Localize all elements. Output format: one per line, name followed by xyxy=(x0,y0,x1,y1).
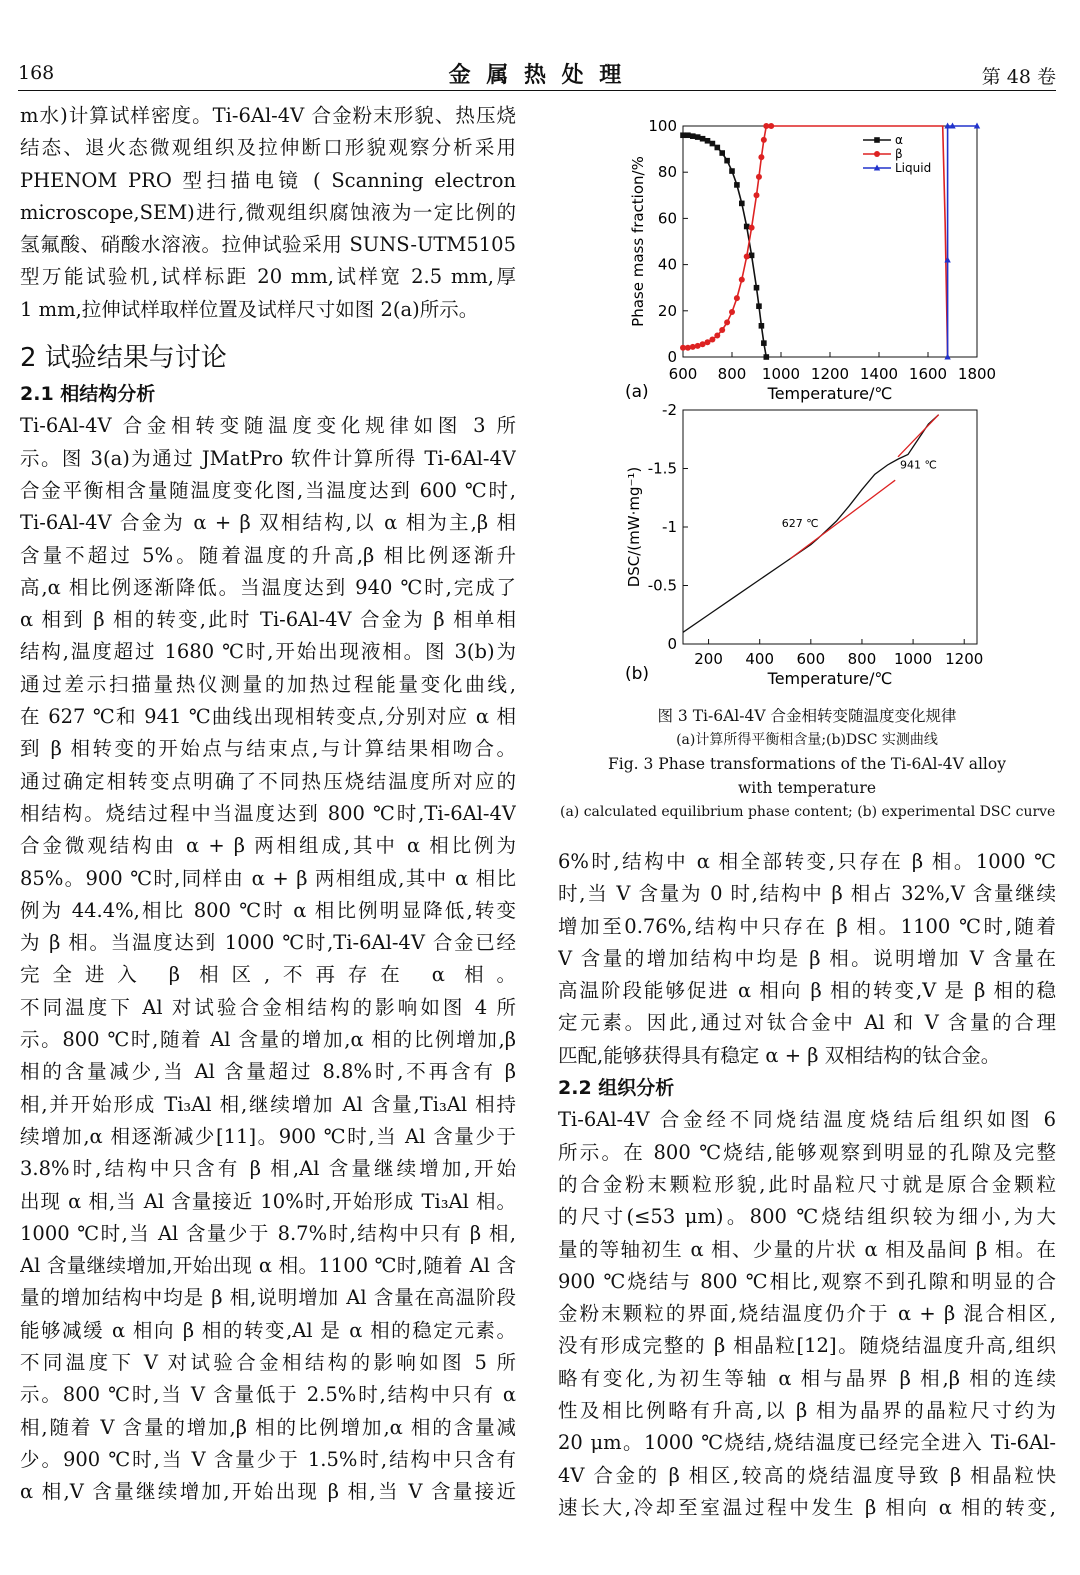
text-line: 续增加,α 相逐渐减少[11]。900 ℃时,当 Al 含量少于 xyxy=(20,1124,516,1148)
text-line: 85%。900 ℃时,同样由 α + β 两相组成,其中 α 相比 xyxy=(20,866,516,890)
y-axis-label-b: DSC/(mW·mg⁻¹) xyxy=(625,466,643,588)
legend-marker xyxy=(874,137,880,143)
text-line: 的尺寸(≤53 μm)。800 ℃烧结组织较为细小,为大 xyxy=(558,1205,1056,1229)
y-tick-label-a: 40 xyxy=(657,255,677,274)
text-line: 结构,温度超过 1680 ℃时,开始出现液相。图 3(b)为 xyxy=(20,640,516,664)
text-line: 相,随着 V 含量的增加,β 相的比例增加,α 相的含量减 xyxy=(20,1415,516,1439)
left-column xyxy=(20,100,516,1508)
x-tick-label-b: 800 xyxy=(847,650,877,668)
text-line: PHENOM PRO 型扫描电镜 ( Scanning electron xyxy=(20,168,516,192)
panel-label-b: (b) xyxy=(625,664,650,684)
text-line: 相结构。烧结过程中当温度达到 800 ℃时,Ti-6Al-4V xyxy=(20,801,516,825)
text-line: 1 mm,拉伸试样取样位置及试样尺寸如图 2(a)所示。 xyxy=(20,297,479,321)
x-tick-label-b: 200 xyxy=(694,650,723,668)
y-tick-label-b: -1 xyxy=(662,518,677,536)
text-line: 结态、退火态微观组织及拉伸断口形貌观察分析采用 xyxy=(20,136,516,160)
data-point xyxy=(729,309,735,315)
text-line: 通过差示扫描量热仪测量的加热过程能量变化曲线, xyxy=(20,672,516,696)
caption-cn-sub: (a)计算所得平衡相含量;(b)DSC 实测曲线 xyxy=(676,732,938,748)
text-line: 相,并开始形成 Ti₃Al 相,继续增加 Al 含量,Ti₃Al 相持 xyxy=(20,1092,516,1116)
x-tick-label-b: 1200 xyxy=(945,650,984,668)
text-line: 1000 ℃时,当 Al 含量少于 8.7%时,结构中只有 β 相, xyxy=(20,1221,516,1245)
data-point xyxy=(739,201,745,207)
text-line: m水)计算试样密度。Ti-6Al-4V 合金粉末形貌、热压烧 xyxy=(20,104,516,127)
header-rule xyxy=(18,90,1056,91)
data-point xyxy=(700,136,706,142)
text-line: 通过确定相转变点明确了不同热压烧结温度所对应的 xyxy=(20,769,516,793)
y-tick-label-a: 0 xyxy=(667,348,677,366)
x-tick-label-a: 800 xyxy=(717,365,747,383)
data-point xyxy=(680,132,686,138)
text-line: 氢氟酸、硝酸水溶液。拉伸试验采用 SUNS-UTM5105 xyxy=(20,233,516,257)
text-line: V 含量的增加结构中均是 β 相。说明增加 V 含量在 xyxy=(558,946,1056,970)
panel-label-a: (a) xyxy=(625,382,649,402)
text-line: 增加至0.76%,结构中只存在 β 相。1100 ℃时,随着 xyxy=(558,914,1056,938)
y-tick-label-b: -1.5 xyxy=(647,459,677,478)
text-line: 示。图 3(a)为通过 JMatPro 软件计算所得 Ti-6Al-4V xyxy=(20,446,516,470)
text-line: 高温阶段能够促进 α 相向 β 相的转变,V 是 β 相的稳 xyxy=(558,979,1056,1003)
text-line: 没有形成完整的 β 相晶粒[12]。随烧结温度升高,组织 xyxy=(558,1334,1056,1358)
data-point xyxy=(739,277,745,283)
legend-label: α xyxy=(895,133,903,147)
data-point xyxy=(761,137,767,143)
figure-caption xyxy=(560,704,1054,824)
text-line: 金粉末颗粒的界面,烧结温度仍介于 α + β 混合相区, xyxy=(558,1302,1056,1326)
text-line: 900 ℃烧结与 800 ℃相比,观察不到孔隙和明显的合 xyxy=(558,1269,1056,1293)
data-point xyxy=(768,123,774,129)
text-line: Ti-6Al-4V 合金相转变随温度变化规律如图 3 所 xyxy=(20,414,516,438)
text-line: α 相,V 含量继续增加,开始出现 β 相,当 V 含量接近 xyxy=(20,1480,516,1504)
y-tick-label-a: 100 xyxy=(648,117,677,135)
text-line: 少。900 ℃时,当 V 含量少于 1.5%时,结构中只含有 xyxy=(20,1447,516,1471)
x-tick-label-b: 1000 xyxy=(893,650,933,668)
data-point xyxy=(744,254,750,260)
x-tick-label-a: 1600 xyxy=(908,365,948,383)
x-axis-label-a: Temperature/℃ xyxy=(767,384,893,403)
data-point xyxy=(734,182,740,188)
data-point xyxy=(761,340,767,346)
text-line: 相的含量减少,当 Al 含量超过 8.8%时,不再含有 β xyxy=(20,1060,516,1084)
spacer xyxy=(20,326,516,338)
text-line: microscope,SEM)进行,微观组织腐蚀液为一定比例的 xyxy=(20,200,516,224)
data-point xyxy=(714,333,720,339)
data-point xyxy=(690,133,696,139)
text-line: 高,α 相比例逐渐降低。当温度达到 940 ℃时,完成了 xyxy=(20,575,516,599)
text-line: 能够减缓 α 相向 β 相的转变,Al 是 α 相的稳定元素。 xyxy=(20,1318,516,1342)
x-axis-label-b: Temperature/℃ xyxy=(767,669,893,688)
page-number: 168 xyxy=(18,62,55,84)
data-point xyxy=(749,225,755,231)
text-line: 时,当 V 含量为 0 时,结构中 β 相占 32%,V 含量继续 xyxy=(558,882,1056,906)
right-column xyxy=(558,846,1056,1524)
text-line: 所示。在 800 ℃烧结,能够观察到明显的孔隙及完整 xyxy=(558,1140,1056,1164)
data-point xyxy=(729,168,735,174)
subsection-heading-2-2: 2.2 组织分析 xyxy=(558,1077,675,1100)
right-body-1 xyxy=(558,846,1056,1072)
text-line: 例为 44.4%,相比 800 ℃时 α 相比例明显降低,转变 xyxy=(20,898,516,922)
series-line-Liquid xyxy=(948,126,977,357)
data-point xyxy=(756,174,762,180)
data-point xyxy=(756,303,762,309)
y-tick-label-b: -0.5 xyxy=(647,576,677,595)
data-point xyxy=(715,145,721,151)
legend-label: Liquid xyxy=(895,161,932,175)
text-line: Ti-6Al-4V 合金经不同烧结温度烧结后组织如图 6 xyxy=(558,1108,1056,1132)
text-line: 不同温度下 V 对试验合金相结构的影响如图 5 所 xyxy=(20,1350,516,1374)
intro-paragraph xyxy=(20,100,516,326)
y-tick-label-a: 20 xyxy=(657,301,677,320)
journal-name: 金 属 热 处 理 xyxy=(448,62,626,88)
data-point xyxy=(724,158,730,164)
data-point xyxy=(705,138,711,144)
text-line: 示。800 ℃时,当 V 含量低于 2.5%时,结构中只有 α xyxy=(20,1383,516,1407)
text-line: 完全进入 β 相区,不再存在 α 相。 xyxy=(20,963,516,987)
caption-cn: 图 3 Ti-6Al-4V 合金相转变随温度变化规律 xyxy=(657,707,957,725)
text-line: Al 含量继续增加,开始出现 α 相。1100 ℃时,随着 Al 含 xyxy=(20,1254,516,1278)
data-point xyxy=(710,141,716,147)
legend-label: β xyxy=(895,147,903,161)
data-point xyxy=(758,154,764,160)
text-line: 到 β 相转变的开始点与结束点,与计算结果相吻合。 xyxy=(20,737,516,761)
text-line: 量的等轴初生 α 相、少量的片状 α 相及晶间 β 相。在 xyxy=(558,1237,1056,1261)
text-line: 示。800 ℃时,随着 Al 含量的增加,α 相的比例增加,β xyxy=(20,1028,516,1052)
x-tick-label-a: 1800 xyxy=(957,365,997,383)
text-line: 定元素。因此,通过对钛合金中 Al 和 V 含量的合理 xyxy=(558,1011,1056,1035)
x-tick-label-a: 600 xyxy=(668,365,698,383)
text-line: 6%时,结构中 α 相全部转变,只存在 β 相。1000 ℃ xyxy=(558,850,1056,873)
text-line: Ti-6Al-4V 合金为 α + β 双相结构,以 α 相为主,β 相 xyxy=(20,511,516,535)
caption-en: Fig. 3 Phase transformations of the Ti-6Al-4V alloy xyxy=(608,755,1006,773)
text-line: 量的增加结构中均是 β 相,说明增加 Al 含量在高温阶段 xyxy=(20,1286,516,1310)
text-line: 4V 合金的 β 相区,较高的烧结温度导致 β 相晶粒快 xyxy=(558,1463,1056,1487)
figure-3 xyxy=(615,112,1025,696)
text-line: α 相到 β 相的转变,此时 Ti-6Al-4V 合金为 β 相单相 xyxy=(20,608,516,632)
right-body-2 xyxy=(558,1104,1056,1524)
text-line: 3.8%时,结构中只含有 β 相,Al 含量继续增加,开始 xyxy=(20,1157,516,1181)
data-point xyxy=(749,253,755,259)
text-line: 合金微观结构由 α + β 两相组成,其中 α 相比例为 xyxy=(20,834,516,858)
y-tick-label-a: 80 xyxy=(657,163,677,182)
volume-label: 第 48 卷 xyxy=(981,66,1056,88)
annotation-label: 941 ℃ xyxy=(900,458,937,472)
caption-en-2: with temperature xyxy=(737,779,876,797)
text-line: 略有变化,为初生等轴 α 相与晶界 β 相,β 相的连续 xyxy=(558,1366,1056,1390)
data-point xyxy=(719,150,725,156)
text-line: 在 627 ℃和 941 ℃曲线出现相转变点,分别对应 α 相 xyxy=(20,705,516,729)
data-point xyxy=(719,327,725,333)
text-line: 匹配,能够获得具有稳定 α + β 双相结构的钛合金。 xyxy=(558,1043,1001,1067)
text-line: 为 β 相。当温度达到 1000 ℃时,Ti-6Al-4V 合金已经 xyxy=(20,931,516,955)
text-line: 20 μm。1000 ℃烧结,烧结温度已经完全进入 Ti-6Al- xyxy=(558,1431,1056,1455)
text-line: 合金平衡相含量随温度变化图,当温度达到 600 ℃时, xyxy=(20,478,516,502)
data-point xyxy=(744,224,750,230)
x-tick-label-a: 1400 xyxy=(859,365,899,383)
page-header xyxy=(18,58,1056,88)
annotation-label: 627 ℃ xyxy=(781,517,819,530)
data-point xyxy=(759,323,765,329)
section-heading: 2 试验结果与讨论 xyxy=(20,343,227,374)
section-body xyxy=(20,410,516,1508)
y-tick-label-b: 0 xyxy=(667,635,677,653)
text-line: 性及相比例略有升高,以 β 相为晶界的晶粒尺寸约为 xyxy=(558,1399,1056,1423)
data-point xyxy=(709,336,715,342)
x-tick-label-b: 400 xyxy=(745,650,775,668)
text-line: 含量不超过 5%。随着温度的升高,β 相比例逐渐升 xyxy=(20,543,516,567)
y-tick-label-a: 60 xyxy=(657,209,677,228)
data-point xyxy=(754,192,760,198)
y-tick-label-b: -2 xyxy=(662,401,677,419)
legend-marker xyxy=(874,151,880,157)
x-tick-label-a: 1200 xyxy=(810,365,850,383)
text-line: 速长大,冷却至室温过程中发生 β 相向 α 相的转变, xyxy=(558,1495,1056,1519)
data-point xyxy=(724,319,730,325)
text-line: 的合金粉末颗粒形貌,此时晶粒尺寸就是原合金颗粒 xyxy=(558,1172,1056,1196)
y-axis-label-a: Phase mass fraction/% xyxy=(629,156,647,327)
x-tick-label-b: 600 xyxy=(796,650,826,668)
text-line: 出现 α 相,当 Al 含量接近 10%时,开始形成 Ti₃Al 相。 xyxy=(20,1189,516,1213)
data-point xyxy=(764,354,770,360)
data-point xyxy=(734,295,740,301)
text-line: 型万能试验机,试样标距 20 mm,试样宽 2.5 mm,厚 xyxy=(20,265,516,289)
data-point xyxy=(754,285,760,291)
text-line: 不同温度下 Al 对试验合金相结构的影响如图 4 所 xyxy=(20,995,516,1019)
data-point xyxy=(695,134,701,140)
figure-3-svg xyxy=(615,112,1025,696)
data-point xyxy=(685,132,691,138)
x-tick-label-a: 1000 xyxy=(761,365,801,383)
dsc-line xyxy=(898,415,939,457)
subsection-heading-2-1: 2.1 相结构分析 xyxy=(20,383,156,406)
caption-en-sub: (a) calculated equilibrium phase content; (b) experimental DSC curve xyxy=(560,804,1056,820)
